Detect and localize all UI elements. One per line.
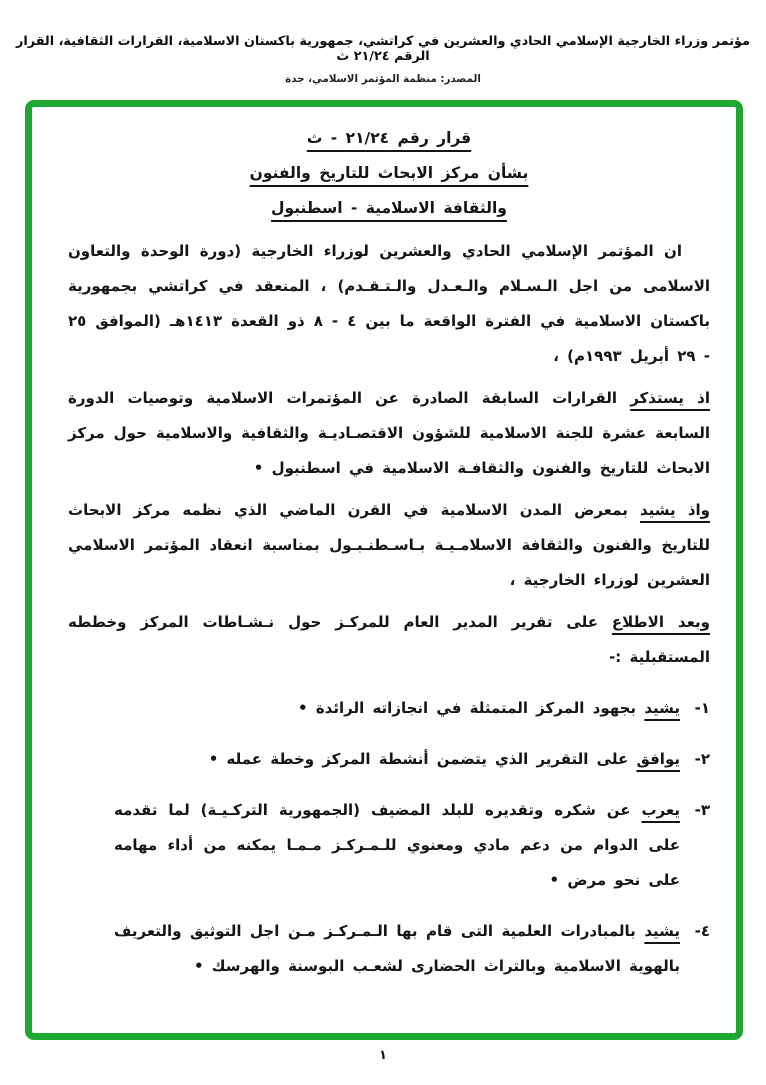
list-item-4 <box>68 914 710 984</box>
lead-word-commending: واذ يشيد <box>640 501 710 519</box>
lead-word-recalling: اذ يستذكر <box>630 389 710 407</box>
item-3-number: ٣- <box>694 801 710 819</box>
list-item-2 <box>68 742 710 777</box>
preamble-paragraph-1: ان المؤتمر الإسلامي الحادي والعشرين لوزراء الخارجية (دورة الوحدة والتعاون الاسلامى من اجل الـسـلام والـعـدل والـتـقـدم) ، المنعقد في كراتشي بجمهورية باكستان الاسلامية في الفترة الواقعة ما بين ٤ - ٨ ذو القعدة ١٤١٣هـ (الموافق ٢٥ - ٢٩ أبريل ١٩٩٣م) ، <box>68 242 711 365</box>
list-item-1 <box>68 691 710 726</box>
item-4-number: ٤- <box>694 922 710 940</box>
preamble-paragraph-3: واذ يشيد بمعرض المدن الاسلامية في القرن الماضي الذي نظمه مركز الابحاث للتاريخ والفنون والثقافة الاسلامـيـة بـاسـطنـبـول بمناسبة انعقاد المؤتمر الاسلامي العشرين لوزراء الخارجية ، <box>68 501 710 589</box>
header-publisher-line: المصدر: منظمة المؤتمر الاسلامي، جدة <box>285 73 481 85</box>
resolution-location-line: والثقافة الاسلامية - اسطنبول <box>271 199 507 217</box>
green-frame-border <box>25 100 743 1040</box>
operative-items-list <box>68 691 710 984</box>
preamble-paragraph-4: وبعد الاطلاع على تقرير المدير العام للمركـز حول نـشـاطات المركز وخططه المستقبلية :- <box>68 613 710 666</box>
item-2-text: يوافق على التقرير الذي يتضمن أنشطة المركز وخطة عمله • <box>208 750 680 768</box>
item-1-text: يشيد بجهود المركز المتمثلة في انجازاته الرائدة • <box>298 699 680 717</box>
page-number: ١ <box>379 1048 387 1063</box>
item-2-number: ٢- <box>694 750 710 768</box>
resolution-title <box>68 121 710 226</box>
resolution-number-line: قرار رقم ٢١/٢٤ - ث <box>306 129 472 147</box>
lead-word-having-reviewed: وبعد الاطلاع <box>611 613 710 631</box>
item-1-number: ١- <box>694 699 710 717</box>
item-3-text: يعرب عن شكره وتقديره للبلد المضيف (الجمهورية التركـيـة) لما تقدمه على الدوام من دعم مادي ومعنوي للـمـركـز مـمـا يمكنه من أداء مهامه على نحو مرض • <box>114 801 680 889</box>
header-source-line: مؤتمر وزراء الخارجية الإسلامي الحادي والعشرين في كراتشي، جمهورية باكستان الاسلامية، القرارات الثقافية، القرار الرقم ٢١/٢٤ ث <box>16 34 750 64</box>
document-header <box>0 34 766 85</box>
resolution-subject-line: بشأن مركز الابحاث للتاريخ والفنون <box>249 164 529 182</box>
resolution-body <box>32 107 736 984</box>
preamble-paragraph-2: اذ يستذكر القرارات السابقة الصادرة عن المؤتمرات الاسلامية وتوصيات الدورة السابعة عشرة للجنة الاسلامية للشؤون الاقتصـاديـة والثقافية والاسلامية حول مركز الابحاث للتاريخ والفنون والثقافـة الاسلامية في اسطنبول • <box>68 389 710 477</box>
item-4-text: يشيد بالمبادرات العلمية التى قام بها الـمـركـز مـن اجل التوثيق والتعريف بالهوية الاسلامية وبالتراث الحضارى لشعـب البوسنة والهرسك • <box>114 922 680 975</box>
list-item-3 <box>68 793 710 898</box>
